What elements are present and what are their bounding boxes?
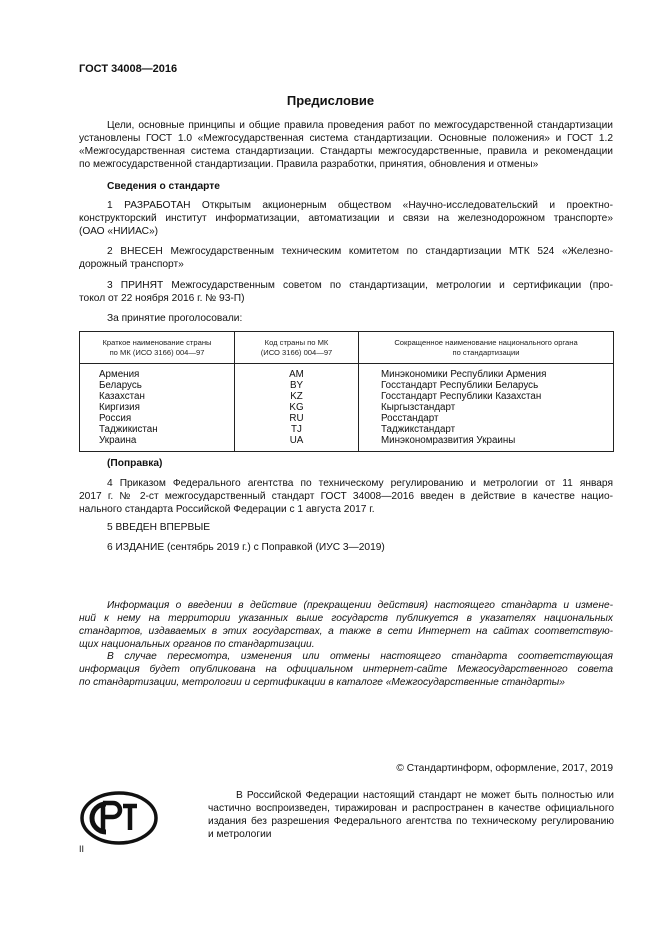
table-header-country: Краткое наименование страны по МК (ИСО 3166) 004—97 (80, 332, 235, 364)
notice-line: информация будет опубликована на официальном интернет-сайте Межгосударственного совета (79, 664, 613, 675)
table-header-code: Код страны по МК (ИСО 3166) 004—97 (235, 332, 359, 364)
item-line: дорожный транспорт» (79, 259, 184, 270)
code-cell: AM (235, 364, 359, 381)
body-cell: Госстандарт Республики Казахстан (359, 391, 614, 402)
table-row (80, 435, 614, 452)
intro-line: Цели, основные принципы и общие правила проведения работ по межгосударственной стандартизации (107, 120, 613, 131)
body-cell: Росстандарт (359, 413, 614, 424)
item-2 (79, 245, 613, 271)
item-5: 5 ВВЕДЕН ВПЕРВЫЕ (107, 522, 211, 533)
code-cell: BY (235, 380, 359, 391)
table-row (80, 402, 614, 413)
correction-label: (Поправка) (107, 458, 163, 469)
document-code: ГОСТ 34008—2016 (79, 63, 178, 75)
code-cell: RU (235, 413, 359, 424)
item-4 (79, 477, 613, 516)
page-title: Предисловие (286, 93, 375, 108)
body-cell: Таджикстандарт (359, 424, 614, 435)
notice-paragraph-2 (79, 650, 613, 689)
rst-logo-icon (79, 790, 159, 846)
copyright-notice: © Стандартинформ, оформление, 2017, 2019 (396, 763, 613, 774)
item-line: токол от 22 ноября 2016 г. № 93-П) (79, 293, 245, 304)
intro-line: по межгосударственной стандартизации. Правила разработки, принятия, обновления и отмены» (79, 159, 539, 170)
body-cell: Минэкономразвития Украины (359, 435, 614, 452)
body-cell: Госстандарт Республики Беларусь (359, 380, 614, 391)
table-header-body: Сокращенное наименование национального органа по стандартизации (359, 332, 614, 364)
item-1 (79, 199, 613, 238)
country-cell: Киргизия (80, 402, 235, 413)
table-row (80, 413, 614, 424)
item-line: 2 ВНЕСЕН Межгосударственным техническим комитетом по стандартизации МТК 524 «Железно- (107, 246, 613, 257)
page-number: II (79, 844, 85, 854)
rights-line: В Российской Федерации настоящий стандарт не может быть полностью или (236, 790, 614, 801)
code-cell: KG (235, 402, 359, 413)
body-cell: Кыргызстандарт (359, 402, 614, 413)
code-cell: KZ (235, 391, 359, 402)
notice-line: Информация о введении в действие (прекращении действия) настоящего стандарта и измене- (107, 600, 613, 611)
member-states-table (79, 331, 614, 452)
code-cell: UA (235, 435, 359, 452)
intro-paragraph (79, 119, 613, 171)
intro-line: установлены ГОСТ 1.0 «Межгосударственная система стандартизации. Основные положения» и ГОСТ 1.2 (79, 133, 613, 144)
info-heading: Сведения о стандарте (107, 181, 220, 192)
country-cell: Украина (80, 435, 235, 452)
item-6: 6 ИЗДАНИЕ (сентябрь 2019 г.) с Поправкой (ИУС 3—2019) (107, 542, 385, 553)
notice-line: по стандартизации, метрологии и сертификации в каталоге «Межгосударственные стандарты» (79, 677, 565, 688)
table-row (80, 380, 614, 391)
notice-line: В случае пересмотра, изменения или отмены настоящего стандарта соответствующая (107, 651, 613, 662)
country-cell: Казахстан (80, 391, 235, 402)
rights-notice (208, 789, 614, 841)
country-cell: Беларусь (80, 380, 235, 391)
item-line: нального стандарта Российской Федерации с 1 августа 2017 г. (79, 504, 375, 515)
table-row (80, 424, 614, 435)
item-line: 4 Приказом Федерального агентства по техническому регулированию и метрологии от 11 января (107, 478, 613, 489)
notice-line: стандартов, издаваемых в этих государствах, а также в сети Интернет на сайтах соответствую- (79, 626, 613, 637)
rights-line: издания без разрешения Федерального агентства по техническому регулированию (208, 816, 614, 827)
body-cell: Минэкономики Республики Армения (359, 364, 614, 381)
notice-line: щих национальных органов по стандартизации. (79, 639, 315, 650)
item-3 (79, 279, 613, 305)
item-line: конструкторский институт информатизации, автоматизации и связи на железнодорожном транспорте» (79, 213, 613, 224)
rights-line: и метрологии (208, 829, 272, 840)
item-line: (ОАО «НИИАС») (79, 226, 159, 237)
intro-line: «Межгосударственная система стандартизации. Стандарты межгосударственные, правила и рекомендации (79, 146, 613, 157)
country-cell: Таджикистан (80, 424, 235, 435)
code-cell: TJ (235, 424, 359, 435)
table-row (80, 391, 614, 402)
item-line: 1 РАЗРАБОТАН Открытым акционерным обществом «Научно-исследовательский и проектно- (107, 200, 613, 211)
table-row (80, 364, 614, 381)
notice-line: ний к нему на территории указанных выше государств публикуется в указателях национальных (79, 613, 613, 624)
country-cell: Армения (80, 364, 235, 381)
rights-line: частично воспроизведен, тиражирован и распространен в качестве официального (208, 803, 614, 814)
item-line: 2017 г. № 2-ст межгосударственный стандарт ГОСТ 34008—2016 введен в действие в качестве нацио- (79, 491, 613, 502)
voted-label: За принятие проголосовали: (107, 313, 243, 324)
country-cell: Россия (80, 413, 235, 424)
item-line: 3 ПРИНЯТ Межгосударственным советом по стандартизации, метрологии и сертификации (про- (107, 280, 613, 291)
notice-paragraph-1 (79, 599, 613, 651)
